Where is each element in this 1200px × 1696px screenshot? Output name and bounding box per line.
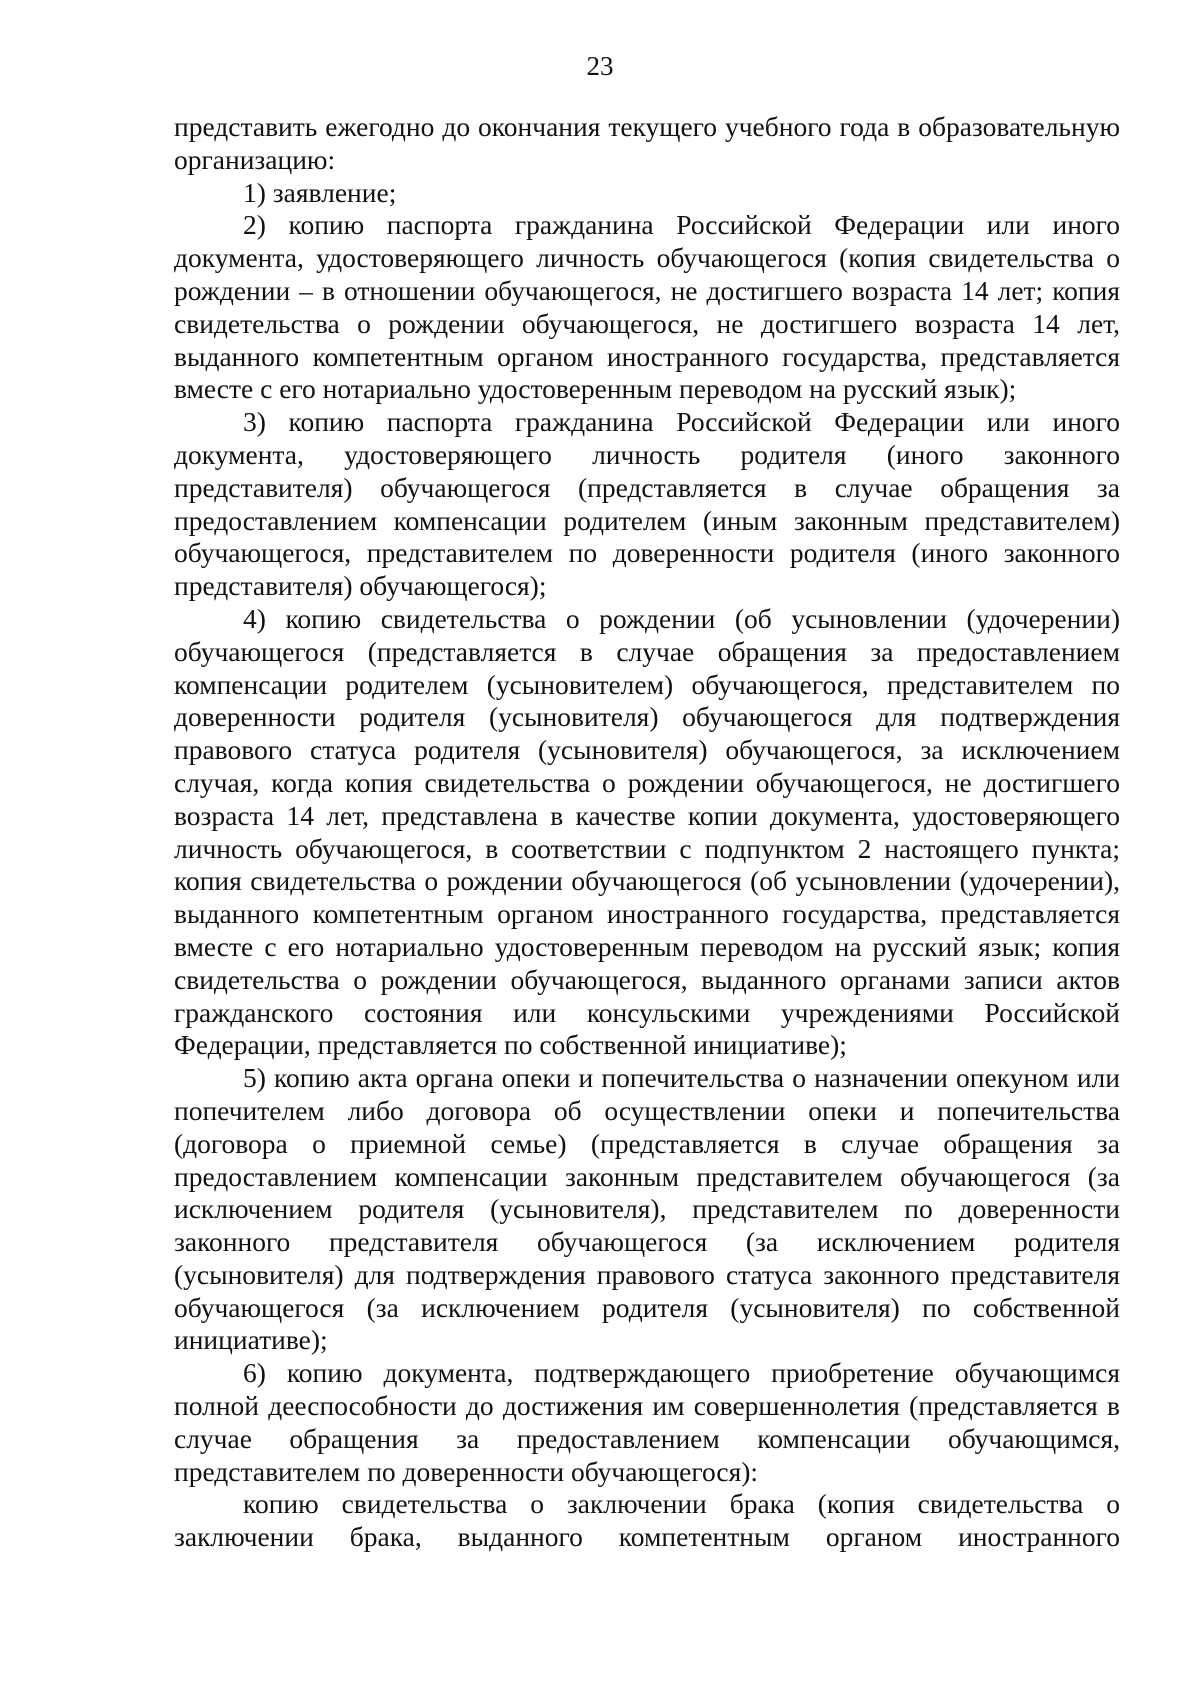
paragraph-item-1: 1) заявление; (243, 176, 397, 208)
document-body (174, 111, 1120, 1554)
paragraph-item-4: 4) копию свидетельства о рождении (об усыновлении (удочерении) обучающегося (представляется в случае обращения за предоставлением компенсации родителем (усыновителем) обучающегося, представителем по доверенности родителя (усыновителя) обучающегося для подтверждения правового статуса родителя (усыновителя) обучающегося, за исключением случая, когда копия свидетельства о рождении обучающегося, не достигшего возраста 14 лет, представлена в качестве копии документа, удостоверяющего личность обучающегося, в соответствии с подпунктом 2 настоящего пункта; копия свидетельства о рождении обучающегося (об усыновлении (удочерении), выданного компетентным органом иностранного государства, представляется вместе с его нотариально удостоверенным переводом на русский язык; копия свидетельства о рождении обучающегося, выданного органами записи актов гражданского состояния или консульскими учреждениями Российской Федерации, представляется по собственной инициативе); (174, 602, 1120, 1061)
paragraph-item-2: 2) копию паспорта гражданина Российской Федерации или иного документа, удостоверяющего личность обучающегося (копия свидетельства о рождении – в отношении обучающегося, не достигшего возраста 14 лет; копия свидетельства о рождении обучающегося, не достигшего возраста 14 лет, выданного компетентным органом иностранного государства, представляется вместе с его нотариально удостоверенным переводом на русский язык); (174, 209, 1120, 405)
page-number: 23 (586, 51, 614, 81)
paragraph-item-5: 5) копию акта органа опеки и попечительства о назначении опекуном или попечителем либо договора об осуществлении опеки и попечительства (договора о приемной семье) (представляется в случае обращения за предоставлением компенсации законным представителем обучающегося (за исключением родителя (усыновителя), представителем по доверенности законного представителя обучающегося (за исключением родителя (усыновителя) для подтверждения правового статуса законного представителя обучающегося (за исключением родителя (усыновителя) по собственной инициативе); (174, 1062, 1120, 1356)
paragraph-marriage-certificate: копию свидетельства о заключении брака (копия свидетельства о заключении брака, выданного компетентным органом иностранного (174, 1488, 1120, 1553)
paragraph-item-3: 3) копию паспорта гражданина Российской Федерации или иного документа, удостоверяющего личность родителя (иного законного представителя) обучающегося (представляется в случае обращения за предоставлением компенсации родителем (иным законным представителем) обучающегося, представителем по доверенности родителя (иного законного представителя) обучающегося); (174, 406, 1120, 602)
paragraph-item-6: 6) копию документа, подтверждающего приобретение обучающимся полной дееспособности до достижения им совершеннолетия (представляется в случае обращения за предоставлением компенсации обучающимся, представителем по доверенности обучающегося): (174, 1357, 1120, 1487)
paragraph-intro: представить ежегодно до окончания текущего учебного года в образовательную организацию: (174, 111, 1120, 175)
